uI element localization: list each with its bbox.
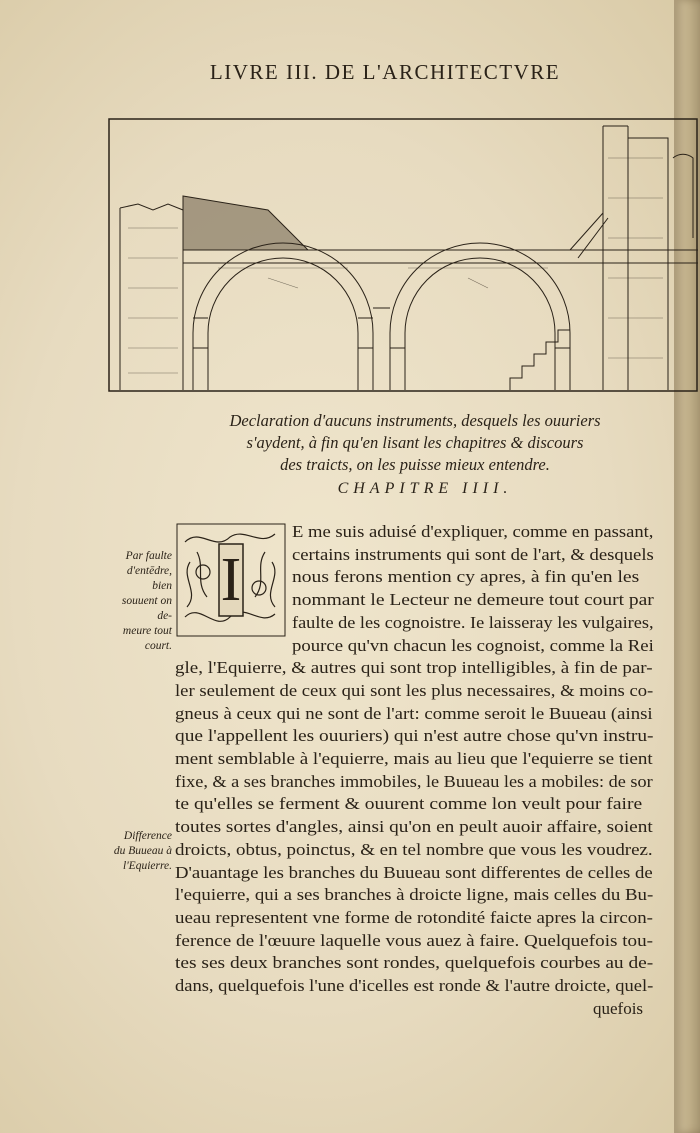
margin-note-line: meure tout (122, 625, 172, 637)
margin-note-line: du Buueau à (113, 845, 172, 857)
chapter-title: CHAPITRE IIII. (337, 480, 513, 497)
body-line: nommant le Lecteur ne demeure tout court par (292, 590, 654, 610)
body-line: ueau representent vne forme de rotondité faicte apres la circon- (175, 907, 653, 927)
body-line: pource qu'vn chacun les cognoist, comme la Rei (292, 635, 654, 655)
margin-note-line: l'Equierre. (123, 860, 172, 872)
running-title: LIVRE III. DE L'ARCHITECTVRE (209, 60, 561, 84)
margin-note-line: Difference (123, 830, 172, 842)
body-line: te qu'elles se ferment & ouurent comme lon veult pour faire (175, 794, 643, 814)
body-line: dans, quelquefois l'une d'icelles est ronde & l'autre droicte, quel- (175, 976, 654, 995)
caption-line: s'aydent, à fin qu'en lisant les chapitres & discours (246, 433, 584, 452)
margin-note (108, 829, 172, 874)
margin-note-line: Par faulte (125, 550, 172, 562)
body-line: gle, l'Equierre, & autres qui sont trop intelligibles, à fin de par- (175, 658, 653, 678)
margin-note-line: souuent on de- (121, 595, 172, 622)
body-line: que l'appellent les ouuriers) qui n'est autre chose qu'vn instru- (175, 726, 654, 746)
drop-cap-letter: I (220, 546, 242, 614)
body-line: toutes sortes d'angles, ainsi qu'on en peult auoir affaire, soient (175, 817, 653, 837)
body-line: nous ferons mention cy apres, à fin qu'en les (292, 567, 640, 587)
margin-note (108, 549, 172, 654)
body-line: faulte de les cognoistre. Ie laisseray les vulgaires, (292, 612, 654, 632)
body-line: ler seulement de ceux qui sont les plus necessaires, & moins co- (175, 680, 654, 700)
body-line: quefois (593, 998, 644, 1018)
ornamental-drop-cap (175, 522, 287, 638)
caption (200, 410, 630, 476)
caption-line: Declaration d'aucuns instruments, desquels les ouuriers (229, 411, 601, 430)
margin-note-line: d'entēdre, bien (126, 565, 172, 592)
body-line: l'equierre, qui a ses branches à droicte ligne, mais celles du Bu- (175, 885, 654, 905)
body-line: certains instruments qui sont de l'art, & desquels (292, 544, 654, 564)
bridge-illustration (108, 118, 698, 392)
body-line: tes ses deux branches sont rondes, quelquefois courbes au de- (175, 953, 654, 973)
body-line: fixe, & a ses branches immobiles, le Buueau les a mobiles: de sor (175, 771, 653, 791)
body-line: ference de l'œuure laquelle vous auez à faire. Quelquefois tou- (175, 930, 654, 950)
caption-line: des traicts, on les puisse mieux entendre. (280, 455, 550, 474)
body-line: droicts, obtus, poinctus, & en tel nombre que vous les voudrez. (175, 839, 653, 859)
body-line: E me suis aduisé d'expliquer, comme en passant, (292, 522, 654, 541)
body-line: D'auantage les branches du Buueau sont differentes de celles de (175, 862, 653, 882)
body-line: ment semblable à l'equierre, mais au lieu que l'equierre se tient (175, 749, 653, 768)
margin-note-line: court. (144, 640, 172, 652)
body-line: gneus à ceux qui ne sont de l'art: comme seroit le Buueau (ainsi (175, 703, 653, 723)
